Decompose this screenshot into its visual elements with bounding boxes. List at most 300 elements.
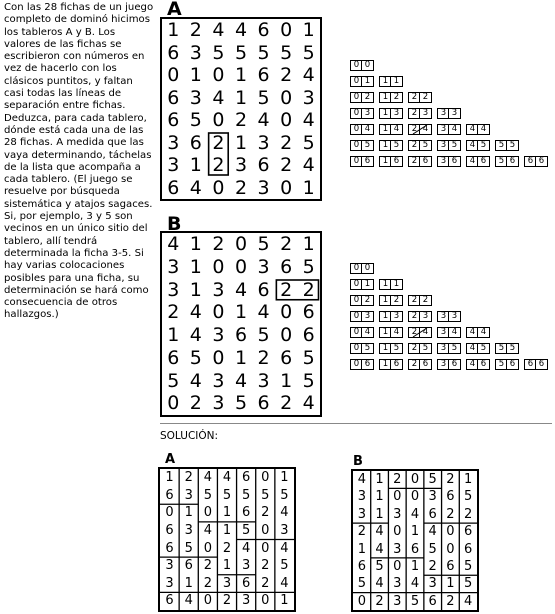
domino-half: 6 [527, 359, 534, 369]
board-cell: 2 [463, 506, 473, 522]
board-cell: 6 [165, 522, 174, 538]
board-cell: 5 [257, 41, 270, 64]
board-cell: 6 [165, 593, 174, 609]
board-cell: 1 [234, 346, 248, 369]
board-cell: 2 [212, 131, 225, 154]
board-cell: 2 [261, 575, 270, 591]
board-cell: 2 [261, 505, 270, 521]
domino-half: 1 [382, 295, 389, 305]
board-cell: 0 [261, 470, 270, 485]
board-cell: 4 [234, 19, 248, 41]
domino-half: 6 [527, 156, 534, 166]
board-cell: 0 [203, 540, 212, 556]
board-cell: 3 [222, 575, 232, 591]
solution-a-label: A [165, 452, 176, 467]
domino-tile[interactable] [350, 359, 374, 370]
domino-tile[interactable] [495, 343, 519, 354]
board-cell: 4 [203, 470, 212, 485]
domino-half: 4 [364, 124, 371, 134]
board-cell: 1 [184, 575, 193, 591]
board-cell: 3 [189, 41, 202, 64]
domino-tile[interactable] [379, 327, 403, 338]
domino-half: 3 [364, 108, 371, 118]
board-cell: 5 [189, 109, 202, 131]
board-cell: 5 [261, 487, 270, 503]
board-cell: 1 [463, 472, 473, 487]
domino-tile[interactable] [350, 76, 374, 87]
domino-tile[interactable] [379, 311, 403, 322]
domino-half: 1 [382, 327, 389, 337]
domino-half: 3 [451, 108, 458, 118]
tile-borders [162, 19, 320, 199]
board-cell: 5 [302, 369, 315, 392]
board-cell: 0 [203, 593, 212, 609]
domino-half: 4 [469, 327, 476, 337]
domino-tile[interactable] [524, 359, 548, 370]
domino-half: 1 [382, 343, 389, 353]
domino-half: 2 [422, 295, 429, 305]
domino-tile[interactable] [350, 263, 374, 274]
domino-half: 1 [364, 279, 371, 289]
board-cell: 0 [393, 524, 402, 540]
board-cell: 3 [212, 324, 225, 346]
instructions-text: Con las 28 fichas de un juego completo de dominó hicimos los tableros A y B. Los valores de las fichas se escribieron con números en vez de hacerlo con los clásicos puntitos, y faltan casi todas las líneas de separación entre fichas. Deduzca, para cada tablero, dónde está cada una de las 28 fichas. A medida que las vaya determinando, táchelas de la lista que acompaña a cada tablero. (El juego se resuelve por búsqueda sistemática y atajos sagaces. Si, por ejemplo, 3 y 5 son vecinos en un único sitio del tablero, allí tendrá determinada la ficha 3-5. Si hay varias colocaciones posibles para una ficha, su determinación se hará como consecuencia de otros hallazgos.) [4, 2, 154, 321]
solution-heading: SOLUCIÓN: [160, 430, 219, 442]
board-cell: 3 [167, 131, 180, 154]
board-cell: 4 [257, 301, 270, 324]
board-cell: 1 [410, 524, 420, 540]
domino-tile[interactable] [437, 124, 461, 135]
board-cell: 5 [203, 487, 212, 503]
domino-tile[interactable] [437, 311, 461, 322]
board-cell: 3 [241, 558, 251, 574]
board-cell: 4 [410, 506, 420, 522]
board-cell: 6 [167, 109, 180, 131]
board-cell: 4 [212, 86, 225, 109]
board-cell: 6 [165, 487, 174, 503]
board-cell: 0 [280, 109, 293, 131]
domino-half: 5 [480, 140, 487, 150]
board-cell: 3 [167, 278, 180, 301]
board-cell: 5 [222, 487, 232, 503]
board-cell: 3 [393, 593, 402, 609]
board-cell: 3 [257, 255, 270, 278]
domino-tile[interactable] [408, 343, 432, 354]
board-cell: 2 [302, 278, 315, 301]
domino-half: 1 [393, 76, 400, 86]
domino-tile[interactable] [437, 108, 461, 119]
domino-half: 1 [382, 279, 389, 289]
board-cell: 3 [428, 576, 437, 592]
domino-half: 4 [469, 140, 476, 150]
domino-half: 4 [469, 124, 476, 134]
board-cell: 4 [212, 19, 225, 41]
domino-tile[interactable] [379, 343, 403, 354]
domino-half: 4 [393, 327, 400, 337]
domino-half: 5 [498, 156, 505, 166]
board-cell: 1 [375, 506, 384, 522]
domino-tile[interactable] [350, 140, 374, 151]
domino-tile[interactable] [408, 327, 432, 338]
board-cell: 4 [302, 109, 315, 131]
domino-tile[interactable] [437, 359, 461, 370]
domino-tile[interactable] [379, 140, 403, 151]
board-cell: 1 [222, 505, 232, 521]
board-cell: 6 [257, 154, 270, 176]
domino-outline [209, 133, 229, 175]
board-cell: 4 [302, 64, 315, 86]
domino-half: 5 [509, 140, 516, 150]
board-cell: 6 [463, 541, 473, 557]
board-cell: 6 [167, 86, 180, 109]
board-cell: 6 [184, 558, 193, 574]
domino-half: 4 [422, 124, 429, 134]
domino-tile[interactable] [379, 92, 403, 103]
board-cell: 2 [212, 233, 225, 255]
tile-borders [162, 233, 320, 415]
board-cell: 0 [410, 472, 420, 487]
domino-tile[interactable] [350, 156, 374, 167]
board-cell: 5 [463, 489, 473, 505]
board-cell: 1 [165, 470, 174, 485]
board-cell: 2 [234, 176, 248, 199]
board-cell: 4 [184, 593, 193, 609]
domino-half: 4 [480, 327, 487, 337]
board-cell: 5 [234, 392, 248, 415]
board-cell: 4 [280, 540, 289, 556]
domino-half: 3 [422, 108, 429, 118]
domino-half: 0 [353, 76, 360, 86]
domino-tile[interactable] [466, 140, 490, 151]
domino-half: 2 [411, 92, 418, 102]
board-cell: 5 [375, 558, 384, 574]
domino-tile[interactable] [350, 327, 374, 338]
board-cell: 2 [280, 278, 293, 301]
domino-tile[interactable] [350, 92, 374, 103]
domino-tile[interactable] [408, 124, 432, 135]
domino-half: 3 [440, 343, 447, 353]
domino-tile[interactable] [524, 156, 548, 167]
domino-tile[interactable] [350, 124, 374, 135]
domino-tile[interactable] [408, 108, 432, 119]
board-cell: 2 [189, 392, 202, 415]
domino-half: 2 [411, 140, 418, 150]
domino-half: 6 [509, 156, 516, 166]
board-cell: 2 [222, 593, 232, 609]
domino-half: 5 [498, 359, 505, 369]
board-cell: 1 [280, 470, 289, 485]
board-cell: 6 [167, 176, 180, 199]
domino-half: 2 [364, 295, 371, 305]
board-cell: 6 [280, 346, 293, 369]
board-cell: 5 [428, 541, 437, 557]
domino-tile[interactable] [350, 343, 374, 354]
board-cell: 5 [302, 41, 315, 64]
board-cell: 5 [428, 472, 437, 487]
domino-tile[interactable] [379, 124, 403, 135]
domino-half: 6 [538, 359, 545, 369]
domino-half: 4 [451, 327, 458, 337]
board-cell: 3 [165, 575, 174, 591]
board-cell: 2 [261, 558, 270, 574]
board-b [160, 231, 322, 417]
domino-half: 1 [382, 140, 389, 150]
board-cell: 2 [212, 154, 225, 176]
domino-tile[interactable] [495, 140, 519, 151]
domino-half: 0 [353, 124, 360, 134]
domino-half: 4 [469, 343, 476, 353]
board-cell: 6 [410, 541, 420, 557]
board-cell: 1 [234, 64, 248, 86]
domino-half: 4 [393, 124, 400, 134]
board-cell: 2 [234, 109, 248, 131]
board-cell: 5 [234, 41, 248, 64]
board-cell: 4 [189, 301, 202, 324]
domino-half: 4 [422, 327, 429, 337]
board-cell: 1 [280, 593, 289, 609]
board-cell: 4 [280, 505, 289, 521]
board-cell: 3 [234, 154, 248, 176]
board-cell: 2 [222, 540, 232, 556]
domino-half: 3 [440, 108, 447, 118]
board-cell: 4 [302, 392, 315, 415]
board-cell: 1 [375, 472, 384, 487]
domino-half: 5 [393, 140, 400, 150]
board-cell: 5 [463, 558, 473, 574]
board-cell: 3 [393, 576, 402, 592]
domino-tile[interactable] [495, 156, 519, 167]
board-cell: 4 [375, 576, 384, 592]
domino-half: 0 [353, 343, 360, 353]
domino-tile[interactable] [437, 140, 461, 151]
domino-tile[interactable] [408, 140, 432, 151]
board-cell: 1 [189, 233, 202, 255]
board-cell: 0 [212, 64, 225, 86]
board-cell: 0 [280, 176, 293, 199]
board-cell: 3 [357, 489, 366, 505]
domino-tile[interactable] [350, 108, 374, 119]
domino-half: 6 [538, 156, 545, 166]
board-cell: 6 [446, 489, 455, 505]
board-cell: 2 [257, 346, 270, 369]
domino-half: 4 [451, 124, 458, 134]
domino-tile[interactable] [466, 359, 490, 370]
domino-half: 5 [509, 343, 516, 353]
domino-half: 4 [469, 156, 476, 166]
board-cell: 1 [446, 576, 455, 592]
board-cell: 2 [280, 233, 293, 255]
domino-half: 2 [411, 108, 418, 118]
domino-half: 2 [393, 295, 400, 305]
domino-tile[interactable] [408, 359, 432, 370]
domino-tile[interactable] [379, 156, 403, 167]
board-cell: 1 [189, 64, 202, 86]
board-cell: 6 [257, 64, 270, 86]
domino-half: 6 [393, 359, 400, 369]
domino-half: 0 [353, 279, 360, 289]
domino-half: 3 [440, 124, 447, 134]
board-cell: 2 [393, 472, 402, 487]
domino-half: 5 [451, 140, 458, 150]
board-cell: 1 [222, 558, 232, 574]
board-cell: 5 [241, 522, 251, 538]
domino-half: 6 [364, 156, 371, 166]
domino-half: 0 [353, 156, 360, 166]
domino-half: 2 [411, 327, 418, 337]
board-cell: 5 [302, 255, 315, 278]
domino-half: 6 [422, 359, 429, 369]
board-cell: 4 [189, 176, 202, 199]
domino-half: 5 [422, 140, 429, 150]
domino-half: 2 [393, 92, 400, 102]
board-cell: 6 [357, 558, 366, 574]
domino-tile[interactable] [379, 76, 403, 87]
domino-tile[interactable] [379, 108, 403, 119]
board-cell: 4 [189, 369, 202, 392]
domino-half: 0 [364, 60, 371, 70]
board-cell: 6 [463, 524, 473, 540]
board-cell: 2 [280, 64, 293, 86]
domino-half: 4 [480, 124, 487, 134]
domino-half: 5 [498, 343, 505, 353]
domino-half: 6 [451, 359, 458, 369]
domino-half: 0 [353, 140, 360, 150]
board-cell: 6 [241, 575, 251, 591]
board-cell: 5 [241, 487, 251, 503]
domino-tile[interactable] [379, 279, 403, 290]
board-cell: 3 [428, 489, 437, 505]
domino-half: 3 [440, 327, 447, 337]
board-cell: 3 [257, 176, 270, 199]
domino-half: 6 [480, 156, 487, 166]
domino-tile[interactable] [466, 156, 490, 167]
domino-tile[interactable] [466, 343, 490, 354]
domino-tile[interactable] [466, 327, 490, 338]
board-cell: 1 [222, 522, 232, 538]
domino-tile[interactable] [408, 92, 432, 103]
domino-tile[interactable] [350, 311, 374, 322]
domino-tile[interactable] [350, 279, 374, 290]
board-cell: 4 [189, 324, 202, 346]
board-cell: 2 [357, 524, 366, 540]
domino-half: 6 [509, 359, 516, 369]
board-cell: 4 [375, 541, 384, 557]
domino-tile[interactable] [408, 156, 432, 167]
cross-out-mark [409, 125, 431, 134]
board-cell: 0 [280, 19, 293, 41]
board-cell: 1 [302, 233, 315, 255]
domino-half: 0 [353, 263, 360, 273]
domino-half: 5 [364, 140, 371, 150]
board-cell: 0 [167, 392, 180, 415]
domino-tile[interactable] [350, 295, 374, 306]
board-a [160, 17, 322, 201]
domino-half: 0 [353, 311, 360, 321]
board-cell: 1 [302, 176, 315, 199]
domino-tile[interactable] [379, 295, 403, 306]
domino-tile[interactable] [408, 295, 432, 306]
board-cell: 4 [463, 593, 473, 609]
board-cell: 4 [222, 470, 232, 485]
board-cell: 3 [393, 506, 402, 522]
domino-tile[interactable] [379, 359, 403, 370]
board-cell: 1 [234, 301, 248, 324]
domino-tile[interactable] [466, 124, 490, 135]
board-cell: 6 [428, 506, 437, 522]
board-cell: 0 [280, 86, 293, 109]
board-cell: 3 [212, 392, 225, 415]
board-cell: 6 [189, 131, 202, 154]
domino-half: 0 [353, 327, 360, 337]
board-cell: 5 [280, 41, 293, 64]
board-cell: 1 [189, 255, 202, 278]
domino-half: 3 [440, 140, 447, 150]
board-cell: 0 [280, 324, 293, 346]
board-cell: 3 [212, 369, 225, 392]
domino-tile[interactable] [437, 156, 461, 167]
domino-half: 2 [411, 295, 418, 305]
board-cell: 2 [446, 593, 455, 609]
domino-half: 5 [498, 140, 505, 150]
domino-half: 6 [422, 156, 429, 166]
board-cell: 2 [203, 558, 212, 574]
board-cell: 4 [234, 369, 248, 392]
board-cell: 4 [241, 540, 251, 556]
board-cell: 0 [357, 593, 366, 609]
domino-half: 2 [411, 124, 418, 134]
board-cell: 2 [280, 131, 293, 154]
board-cell: 6 [280, 255, 293, 278]
board-cell: 0 [167, 64, 180, 86]
board-cell: 3 [212, 278, 225, 301]
board-cell: 3 [241, 593, 251, 609]
domino-tile[interactable] [437, 327, 461, 338]
board-cell: 4 [357, 472, 366, 487]
domino-half: 2 [411, 343, 418, 353]
board-cell: 0 [203, 505, 212, 521]
divider [160, 423, 552, 424]
board-cell: 0 [212, 301, 225, 324]
board-cell: 6 [428, 593, 437, 609]
board-cell: 6 [167, 346, 180, 369]
domino-tile[interactable] [350, 60, 374, 71]
board-cell: 1 [280, 369, 293, 392]
board-cell: 1 [184, 505, 193, 521]
domino-half: 5 [480, 343, 487, 353]
domino-tile[interactable] [495, 359, 519, 370]
board-cell: 6 [257, 392, 270, 415]
board-cell: 3 [189, 86, 202, 109]
board-cell: 3 [257, 131, 270, 154]
board-cell: 0 [212, 255, 225, 278]
domino-half: 3 [440, 359, 447, 369]
domino-tile[interactable] [408, 311, 432, 322]
domino-half: 3 [422, 311, 429, 321]
board-cell: 0 [165, 505, 174, 521]
board-cell: 5 [463, 576, 473, 592]
domino-half: 6 [364, 359, 371, 369]
board-cell: 2 [167, 301, 180, 324]
board-cell: 3 [165, 558, 174, 574]
board-cell: 0 [212, 176, 225, 199]
domino-half: 1 [382, 76, 389, 86]
domino-half: 5 [422, 343, 429, 353]
board-cell: 5 [302, 131, 315, 154]
domino-half: 3 [393, 108, 400, 118]
board-cell: 5 [302, 346, 315, 369]
domino-tile[interactable] [437, 343, 461, 354]
board-cell: 1 [167, 19, 180, 41]
